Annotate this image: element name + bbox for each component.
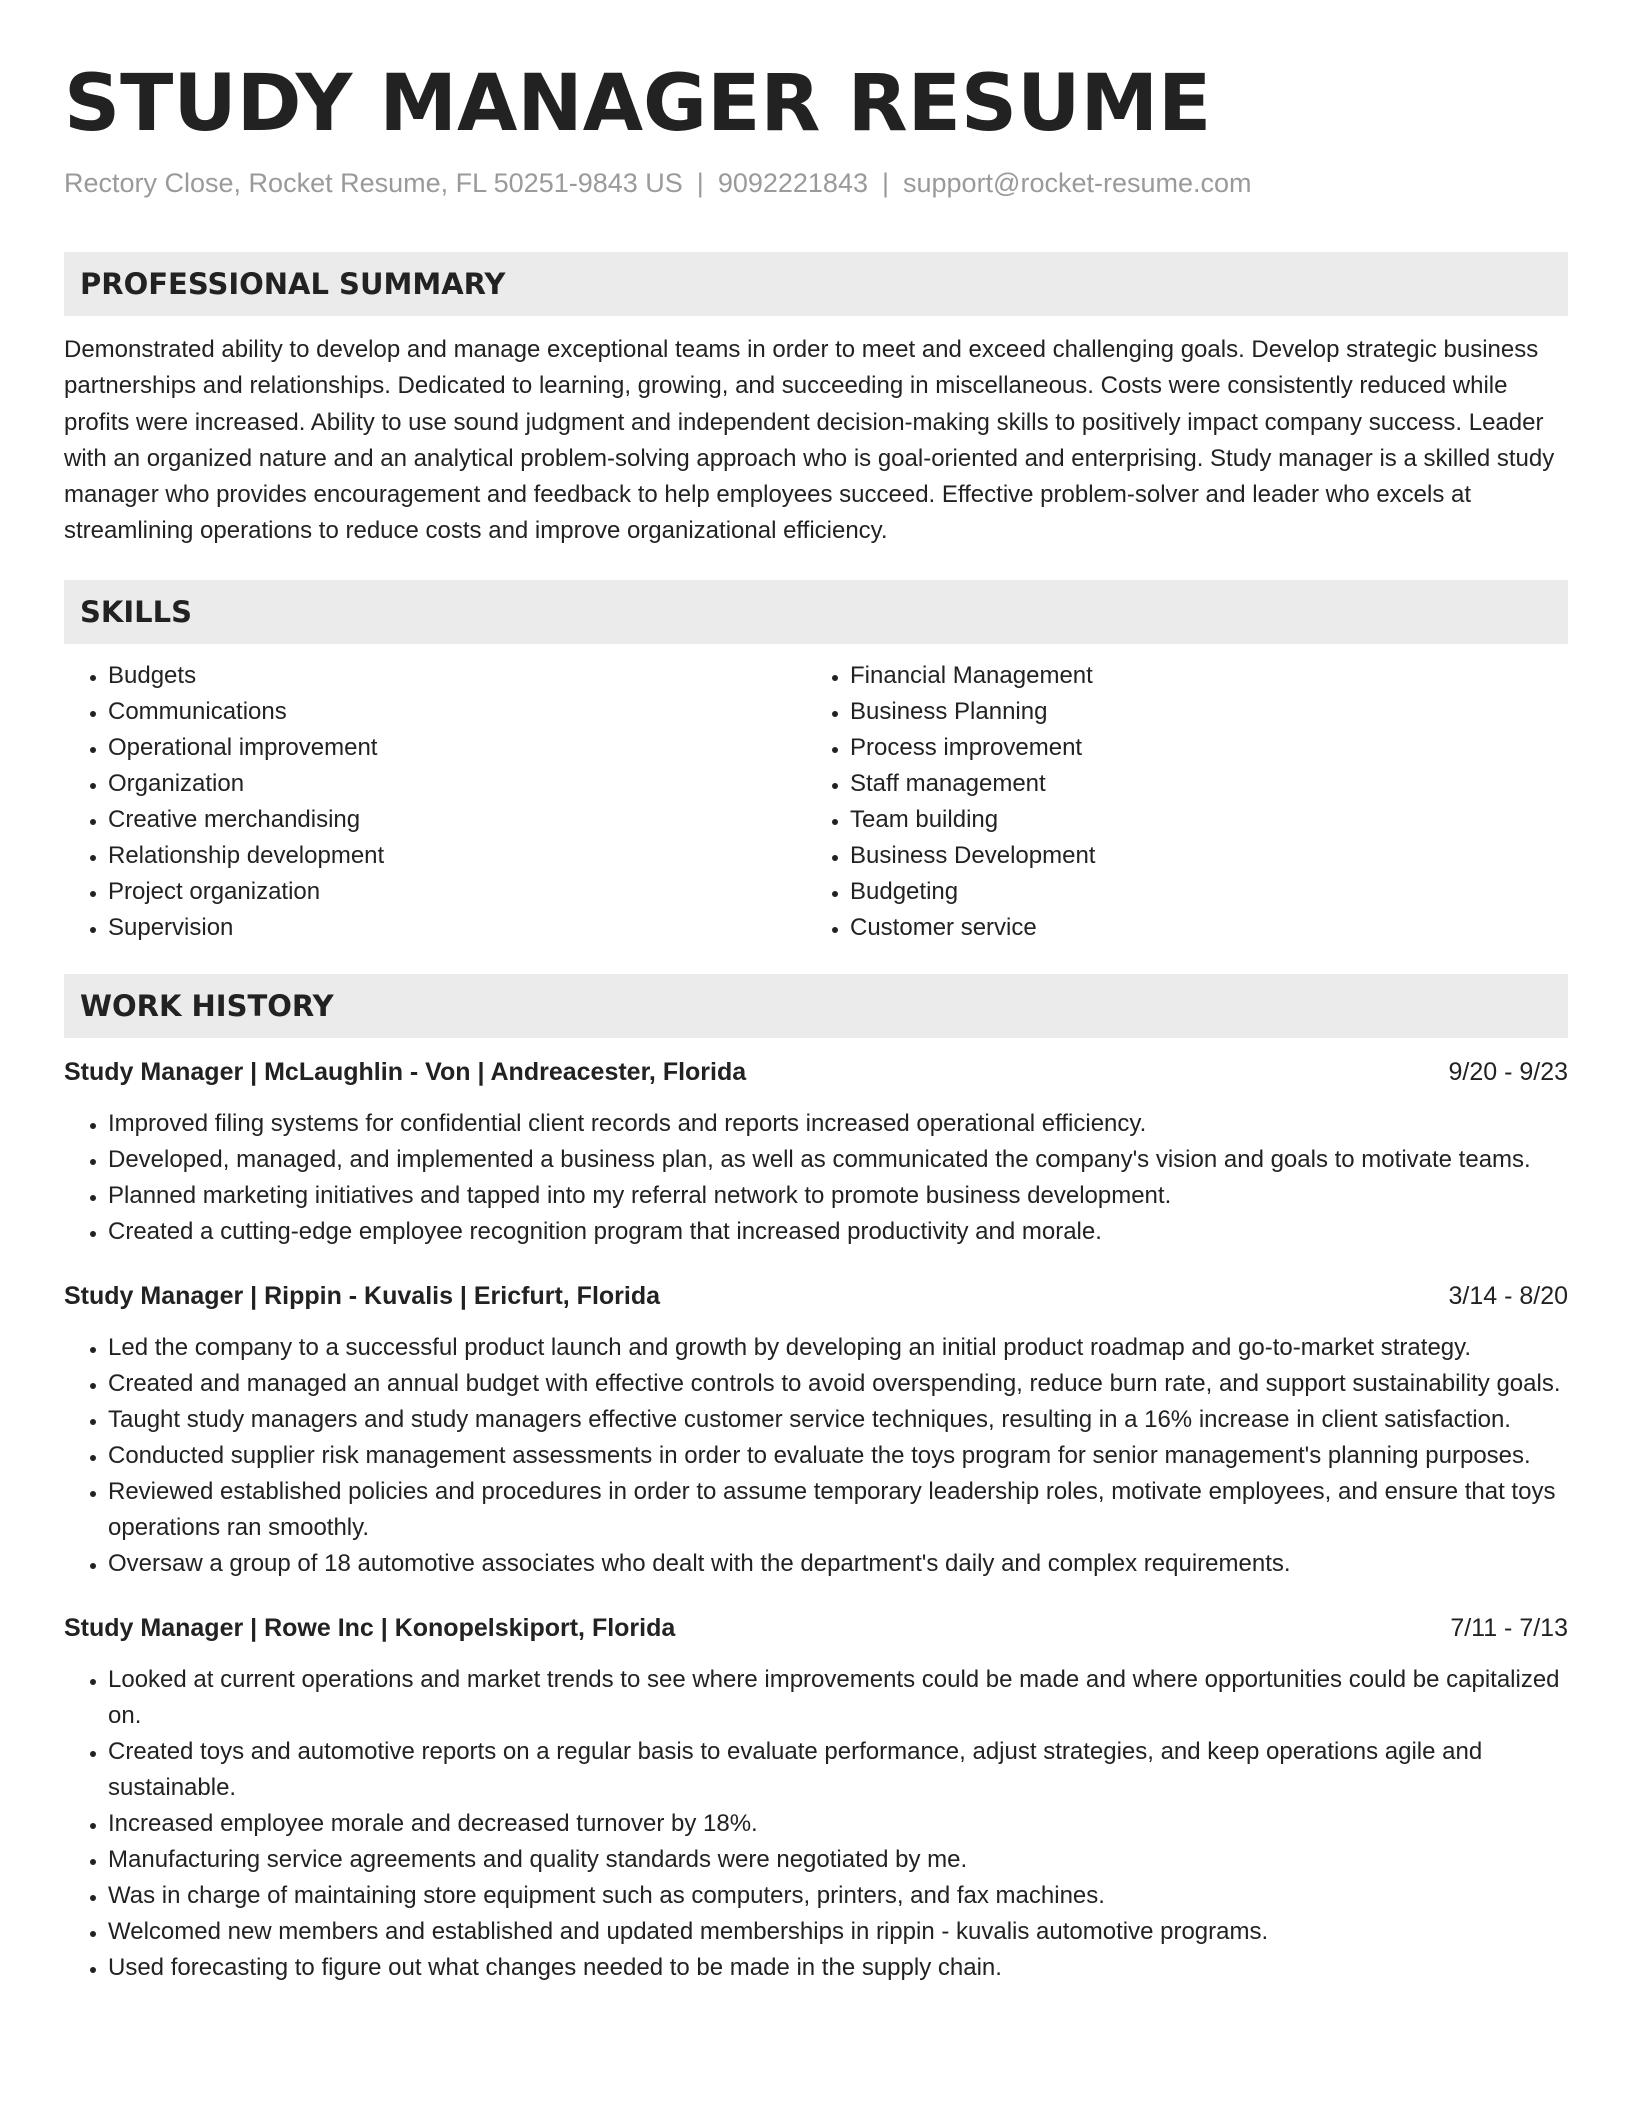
- job-title: Study Manager | McLaughlin - Von | Andreacester, Florida: [64, 1057, 747, 1086]
- skill-item: • Business Planning: [850, 694, 1548, 730]
- job-header: [64, 1610, 1568, 1646]
- job-header: [64, 1054, 1568, 1090]
- skill-item: • Operational improvement: [108, 730, 806, 766]
- job-bullet: • Oversaw a group of 18 automotive associates who dealt with the department's daily and complex requirements.: [108, 1546, 1568, 1582]
- job-title: Study Manager | Rowe Inc | Konopelskiport, Florida: [64, 1613, 676, 1642]
- job-dates: 9/20 - 9/23: [1448, 1057, 1568, 1086]
- job-bullet: • Conducted supplier risk management assessments in order to evaluate the toys program for senior management's planning purposes.: [108, 1438, 1568, 1474]
- job-bullet: • Manufacturing service agreements and quality standards were negotiated by me.: [108, 1842, 1568, 1878]
- job-bullet: • Looked at current operations and market trends to see where improvements could be made and where opportunities could be capitalized on.: [108, 1662, 1568, 1734]
- job-bullet: • Created a cutting-edge employee recognition program that increased productivity and morale.: [108, 1214, 1568, 1250]
- skills-list: [64, 658, 1568, 946]
- job-bullets: [64, 1106, 1568, 1250]
- job-entry: [64, 1054, 1568, 1250]
- contact-phone: 9092221843: [717, 168, 868, 198]
- contact-line: [64, 166, 1568, 200]
- skill-item: • Customer service: [850, 910, 1548, 946]
- skill-item: • Financial Management: [850, 658, 1548, 694]
- skill-item: • Process improvement: [850, 730, 1548, 766]
- job-bullet: • Taught study managers and study managers effective customer service techniques, resulting in a 16% increase in client satisfaction.: [108, 1402, 1568, 1438]
- skill-item: • Creative merchandising: [108, 802, 806, 838]
- job-bullet: • Was in charge of maintaining store equipment such as computers, printers, and fax machines.: [108, 1878, 1568, 1914]
- contact-separator: |: [696, 168, 704, 198]
- contact-separator: |: [881, 168, 889, 198]
- job-title: Study Manager | Rippin - Kuvalis | Ericfurt, Florida: [64, 1281, 661, 1310]
- summary-text: Demonstrated ability to develop and manage exceptional teams in order to meet and exceed challenging goals. Develop strategic business partnerships and relationships. Dedicated to learning, growing, and succeeding in miscellaneous. Costs were consistently reduced while profits were increased. Ability to use sound judgment and independent decision-making skills to positively impact company success. Leader with an organized nature and an analytical problem-solving approach who is goal-oriented and enterprising. Study manager is a skilled study manager who provides encouragement and feedback to help employees succeed. Effective problem-solver and leader who excels at streamlining operations to reduce costs and improve organizational efficiency.: [64, 336, 1555, 545]
- skill-item: • Relationship development: [108, 838, 806, 874]
- skill-item: • Team building: [850, 802, 1548, 838]
- contact-address: Rectory Close, Rocket Resume, FL 50251-9843 US: [64, 168, 683, 198]
- resume-title: STUDY MANAGER RESUME: [64, 59, 1212, 149]
- job-entry: [64, 1278, 1568, 1582]
- job-bullets: [64, 1662, 1568, 1986]
- job-bullet: • Created and managed an annual budget with effective controls to avoid overspending, reduce burn rate, and support sustainability goals.: [108, 1366, 1568, 1402]
- job-bullet: • Planned marketing initiatives and tapped into my referral network to promote business development.: [108, 1178, 1568, 1214]
- section-header-work: [64, 974, 1568, 1038]
- skill-item: • Organization: [108, 766, 806, 802]
- job-entry: [64, 1610, 1568, 1986]
- job-bullet: • Developed, managed, and implemented a business plan, as well as communicated the company's vision and goals to motivate teams.: [108, 1142, 1568, 1178]
- job-bullet: • Created toys and automotive reports on a regular basis to evaluate performance, adjust strategies, and keep operations agile and sustainable.: [108, 1734, 1568, 1806]
- skill-item: • Communications: [108, 694, 806, 730]
- job-bullets: [64, 1330, 1568, 1582]
- skills-column-right: [806, 658, 1548, 946]
- skills-column-left: [64, 658, 806, 946]
- section-header-skills: [64, 580, 1568, 644]
- section-title: WORK HISTORY: [80, 988, 334, 1023]
- job-bullet: • Used forecasting to figure out what changes needed to be made in the supply chain.: [108, 1950, 1568, 1986]
- resume-page: [64, 0, 1568, 1986]
- job-dates: 7/11 - 7/13: [1450, 1613, 1568, 1642]
- work-history-list: [64, 1054, 1568, 1986]
- section-title: PROFESSIONAL SUMMARY: [80, 267, 506, 301]
- job-bullet: • Increased employee morale and decreased turnover by 18%.: [108, 1806, 1568, 1842]
- skill-item: • Budgeting: [850, 874, 1548, 910]
- section-title: SKILLS: [80, 594, 192, 629]
- job-bullet: • Reviewed established policies and procedures in order to assume temporary leadership roles, motivate employees, and ensure that toys operations ran smoothly.: [108, 1474, 1568, 1546]
- skill-item: • Supervision: [108, 910, 806, 946]
- job-header: [64, 1278, 1568, 1314]
- skill-item: • Business Development: [850, 838, 1548, 874]
- job-bullet: • Welcomed new members and established and updated memberships in rippin - kuvalis automotive programs.: [108, 1914, 1568, 1950]
- skill-item: • Project organization: [108, 874, 806, 910]
- skill-item: • Budgets: [108, 658, 806, 694]
- skill-item: • Staff management: [850, 766, 1548, 802]
- job-bullet: • Led the company to a successful product launch and growth by developing an initial product roadmap and go-to-market strategy.: [108, 1330, 1568, 1366]
- job-bullet: • Improved filing systems for confidential client records and reports increased operational efficiency.: [108, 1106, 1568, 1142]
- job-dates: 3/14 - 8/20: [1448, 1281, 1568, 1310]
- section-header-summary: [64, 252, 1568, 316]
- contact-email: support@rocket-resume.com: [903, 168, 1252, 198]
